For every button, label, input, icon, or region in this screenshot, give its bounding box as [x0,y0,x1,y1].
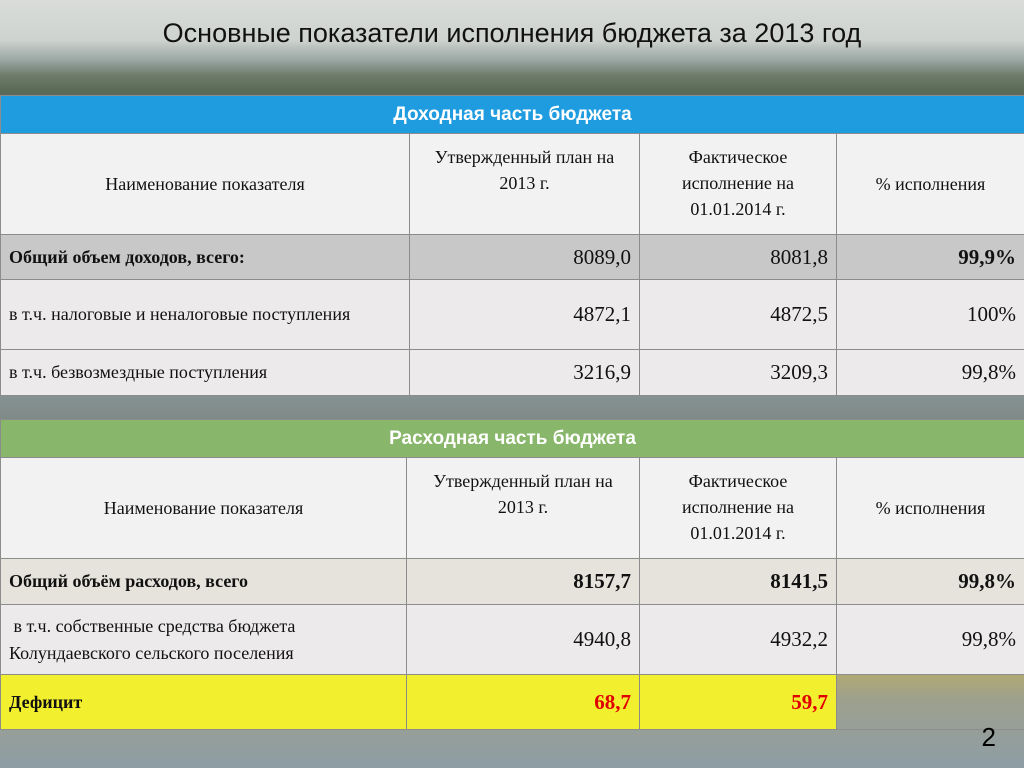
row-plan: 8089,0 [410,235,640,280]
expense-header: Расходная часть бюджета [1,420,1024,458]
page-title: Основные показатели исполнения бюджета за 2013 год [162,18,862,48]
row-pct: 99,8% [837,605,1024,675]
row-fact: 3209,3 [640,350,837,396]
deficit-row [1,675,1024,730]
expense-table [0,419,1024,730]
row-label: в т.ч. безвозмездные поступления [1,350,410,396]
row-fact: 8081,8 [640,235,837,280]
row-plan: 4872,1 [410,280,640,350]
expense-column-headers [1,458,1024,559]
table-row [1,280,1024,350]
table-row [1,350,1024,396]
col-plan-header: Утвержденный план на 2013 г. [410,134,640,235]
income-header-row [1,96,1024,134]
row-label: Общий объём расходов, всего [1,559,407,605]
col-fact-header: Фактическое исполнение на 01.01.2014 г. [640,458,837,559]
row-label: Общий объем доходов, всего: [1,235,410,280]
row-plan: 8157,7 [407,559,640,605]
page-number: 2 [981,722,996,752]
row-pct: 99,9% [837,235,1024,280]
deficit-plan: 68,7 [407,675,640,730]
row-pct: 99,8% [837,559,1024,605]
col-pct-header: % исполнения [837,134,1024,235]
table-row [1,235,1024,280]
income-column-headers [1,134,1024,235]
row-plan: 4940,8 [407,605,640,675]
col-plan-header: Утвержденный план на 2013 г. [407,458,640,559]
row-fact: 4932,2 [640,605,837,675]
col-name-header: Наименование показателя [1,134,410,235]
row-label: в т.ч. налоговые и неналоговые поступления [1,280,410,350]
expense-header-row [1,420,1024,458]
row-pct: 100% [837,280,1024,350]
income-table [0,95,1024,396]
col-pct-header: % исполнения [837,458,1024,559]
row-pct: 99,8% [837,350,1024,396]
income-header: Доходная часть бюджета [1,96,1024,134]
deficit-fact: 59,7 [640,675,837,730]
row-fact: 4872,5 [640,280,837,350]
table-row [1,605,1024,675]
col-fact-header: Фактическое исполнение на 01.01.2014 г. [640,134,837,235]
deficit-label: Дефицит [1,675,407,730]
row-plan: 3216,9 [410,350,640,396]
col-name-header: Наименование показателя [1,458,407,559]
row-label: в т.ч. собственные средства бюджета Колундаевского сельского поселения [1,605,407,675]
row-fact: 8141,5 [640,559,837,605]
table-row [1,559,1024,605]
